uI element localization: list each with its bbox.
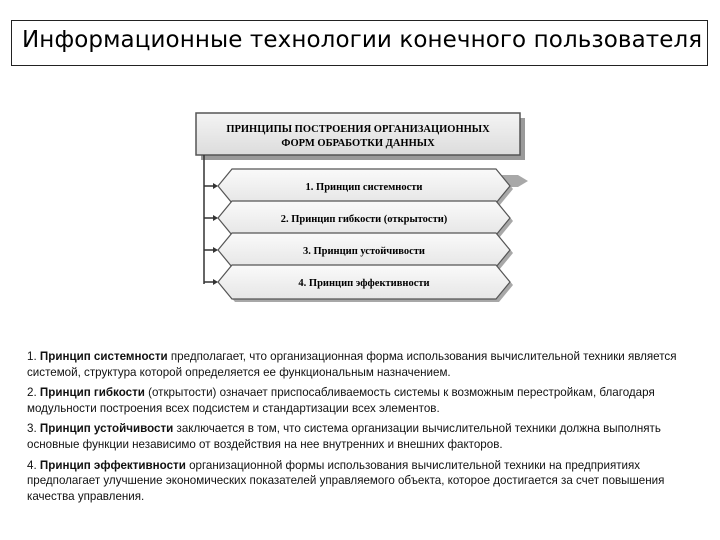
item-3-arrow (213, 247, 218, 253)
diagram-header-line2: ФОРМ ОБРАБОТКИ ДАННЫХ (281, 138, 435, 149)
paragraph-1-term: Принцип системности (39, 350, 168, 363)
paragraph-4-term: Принцип эффективности (39, 458, 186, 472)
item-4-label: 4. Принцип эффективности (298, 278, 430, 289)
paragraph-1 (27, 349, 707, 380)
paragraph-2-text: (открытости) означает приспосабливаемость системы к возможным перестройкам, благодаря модульности построения всех подсистем и стандартизации всех элементов. (27, 386, 655, 415)
principles-diagram-svg (180, 105, 530, 305)
paragraph-2 (27, 385, 707, 416)
slide-title: Информационные технологии конечного пользователя (22, 27, 703, 53)
principles-diagram (180, 105, 530, 305)
item-4-arrow (213, 279, 218, 285)
item-2-arrow (213, 215, 218, 221)
paragraph-1-number: 1. (27, 350, 37, 363)
item-1-label: 1. Принцип системности (305, 182, 423, 193)
paragraph-3-term: Принцип устойчивости (39, 422, 174, 436)
item-3-label: 3. Принцип устойчивости (303, 246, 425, 257)
slide-title-box (11, 20, 708, 66)
paragraph-1-text: предполагает, что организационная форма использования вычислительной техники является системой, структура которой определяется ее функциональным назначением. (27, 350, 677, 379)
paragraph-4 (27, 458, 707, 505)
paragraph-3-text: заключается в том, что система организации вычислительной техники должна выполнять основные функции независимо от воздействия на нее внутренних и внешних факторов. (27, 422, 661, 451)
principles-description (27, 349, 707, 509)
paragraph-4-text: организационной формы использования вычислительной техники на предприятиях предполагает улучшение экономических показателей управляемого объекта, которое достигается за счет повышения качества управления. (27, 458, 665, 503)
paragraph-3 (27, 421, 707, 452)
paragraph-2-term: Принцип гибкости (39, 386, 145, 400)
paragraph-3-number: 3. (27, 422, 37, 436)
item-2-label: 2. Принцип гибкости (открытости) (280, 214, 448, 225)
diagram-header-line1: ПРИНЦИПЫ ПОСТРОЕНИЯ ОРГАНИЗАЦИОННЫХ (226, 124, 490, 135)
item-1-arrow (213, 183, 218, 189)
paragraph-4-number: 4. (27, 458, 37, 472)
paragraph-2-number: 2. (27, 386, 37, 400)
